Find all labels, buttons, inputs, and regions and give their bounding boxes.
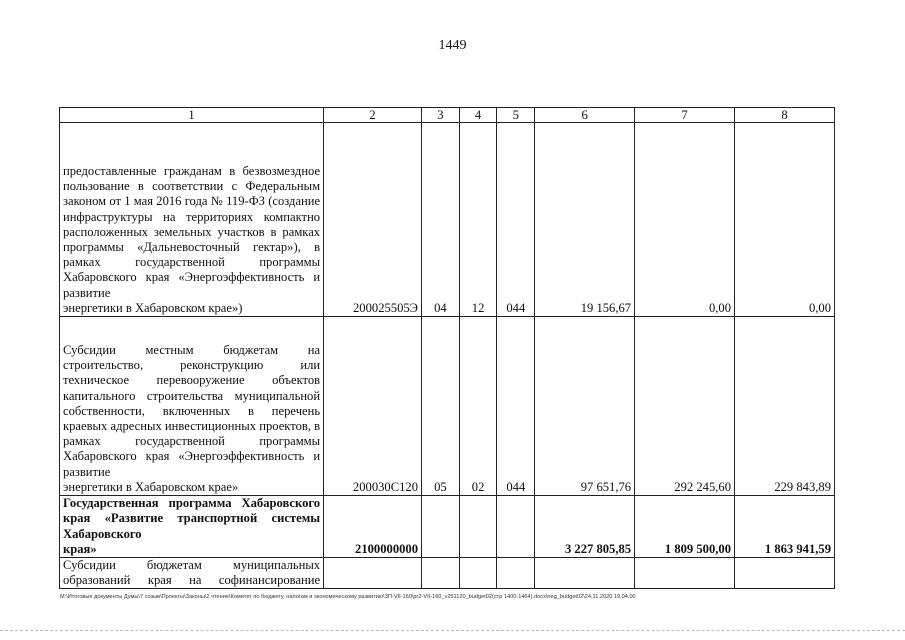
budget-table xyxy=(59,107,835,589)
description-text: Государственная программа Хабаровского края «Развитие транспортной системы Хабаровского xyxy=(63,496,321,541)
section-code: 05 xyxy=(422,317,460,496)
target-code: 2100000000 xyxy=(324,496,422,558)
expense-type-code xyxy=(497,558,535,589)
amount-col-6: 97 651,76 xyxy=(535,317,635,496)
description-text: предоставленные гражданам в безвозмездное пользование в соответствии с Федеральным законом от 1 мая 2016 года № 119-ФЗ (создание инфраструктуры на территориях компактно расположенных земельных участков в рамках программы «Дальневосточный гектар»), в рамках государственной программы Хабаровского края «Энергоэффективность и развитие xyxy=(63,163,321,300)
section-code: 04 xyxy=(422,123,460,317)
amount-col-7: 292 245,60 xyxy=(635,317,735,496)
col-header-8: 8 xyxy=(735,108,835,123)
amount-col-6 xyxy=(535,558,635,589)
amount-col-8 xyxy=(735,558,835,589)
amount-col-6: 3 227 805,85 xyxy=(535,496,635,558)
amount-col-7: 1 809 500,00 xyxy=(635,496,735,558)
row-description xyxy=(60,317,324,496)
subsection-code: 02 xyxy=(459,317,497,496)
table-row xyxy=(60,558,835,589)
col-header-1: 1 xyxy=(60,108,324,123)
expense-type-code xyxy=(497,496,535,558)
col-header-2: 2 xyxy=(324,108,422,123)
target-code xyxy=(324,558,422,589)
file-path-footer: M:\Итоговые документы Думы\7 созыв\Проекты\Законы\2 чтение\Комитет по бюджету, налогам и экономическому развитию\ЗП-VII-160\pr2-VII-160_v251120_budget02(стр 1400-1464).docx\neg_budget02\24.11.2020 19.04.00 xyxy=(60,594,636,600)
row-description xyxy=(60,558,324,589)
subsection-code xyxy=(459,558,497,589)
expense-type-code: 044 xyxy=(497,123,535,317)
row-description xyxy=(60,496,324,558)
col-header-3: 3 xyxy=(422,108,460,123)
amount-col-8: 229 843,89 xyxy=(735,317,835,496)
amount-col-6: 19 156,67 xyxy=(535,123,635,317)
row-description xyxy=(60,123,324,317)
col-header-6: 6 xyxy=(535,108,635,123)
amount-col-8: 0,00 xyxy=(735,123,835,317)
page-number: 1449 xyxy=(438,38,467,53)
target-code: 200025505Э xyxy=(324,123,422,317)
amount-col-8: 1 863 941,59 xyxy=(735,496,835,558)
table-row xyxy=(60,317,835,496)
col-header-7: 7 xyxy=(635,108,735,123)
description-text: Субсидии бюджетам муниципальных образований края на софинансирование xyxy=(63,558,321,588)
description-last-line: энергетики в Хабаровском крае» xyxy=(63,479,239,494)
col-header-5: 5 xyxy=(497,108,535,123)
scan-edge-divider xyxy=(0,630,905,632)
subsection-code: 12 xyxy=(459,123,497,317)
target-code: 200030С120 xyxy=(324,317,422,496)
section-code xyxy=(422,558,460,589)
description-text: Субсидии местным бюджетам на строительство, реконструкцию или техническое перевооружение объектов капитального строительства муниципальной собственности, включенных в перечень краевых адресных инвестиционных проектов, в рамках государственной программы Хабаровского края «Энергоэффективность и развитие xyxy=(63,342,321,479)
subsection-code xyxy=(459,496,497,558)
description-last-line: края» xyxy=(63,541,97,556)
table-row-program xyxy=(60,496,835,558)
amount-col-7: 0,00 xyxy=(635,123,735,317)
amount-col-7 xyxy=(635,558,735,589)
description-last-line: энергетики в Хабаровском крае») xyxy=(63,300,243,315)
table-row xyxy=(60,123,835,317)
expense-type-code: 044 xyxy=(497,317,535,496)
header-row xyxy=(60,108,835,123)
section-code xyxy=(422,496,460,558)
col-header-4: 4 xyxy=(459,108,497,123)
